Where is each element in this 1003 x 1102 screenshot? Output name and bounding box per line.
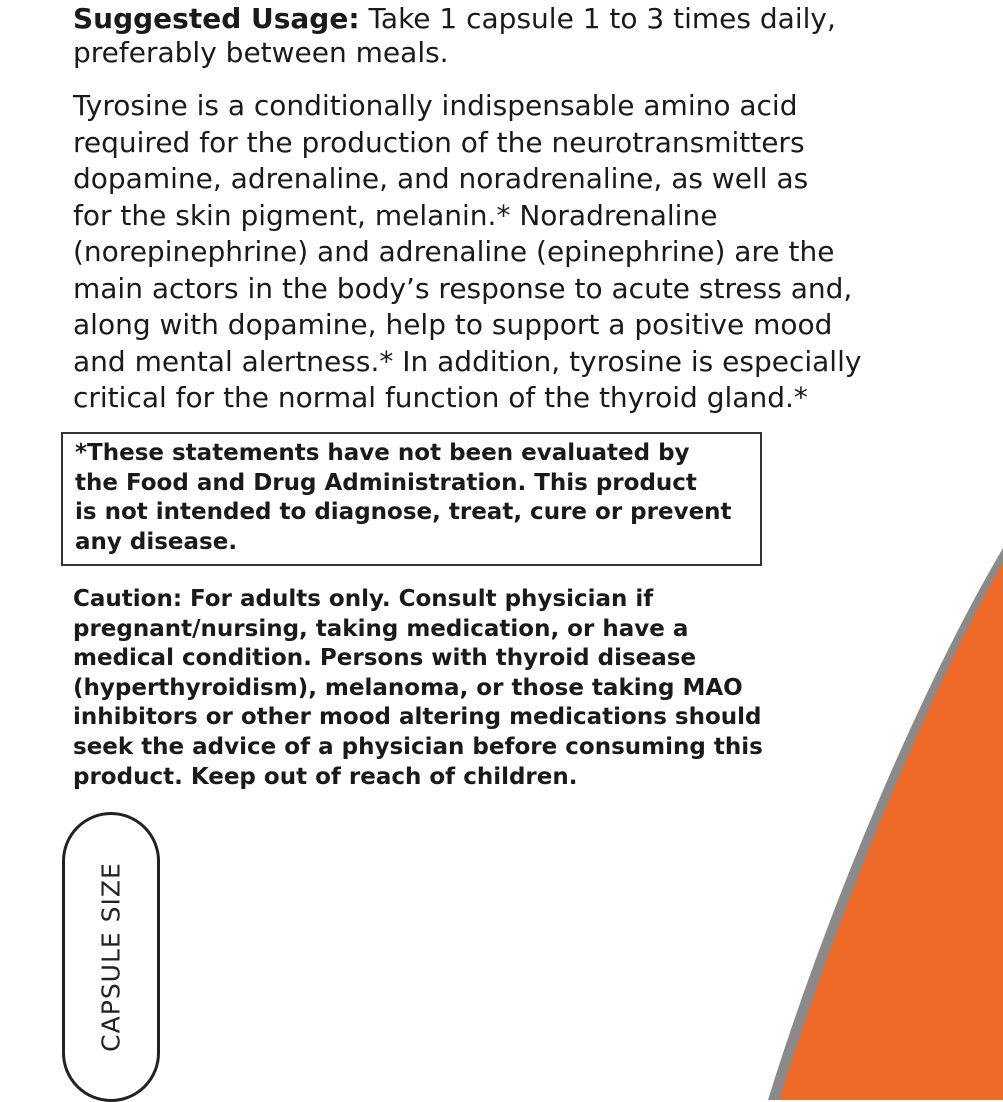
caution-warning: Caution: For adults only. Consult physician if pregnant/nursing, taking medication, or have a medical condition. Persons with thyroid disease (hyperthyroidism), melanoma, or those taking MAO inhibitors or other mood altering medications should seek the advice of a physician before consuming this product. Keep out of reach of children. [73,586,763,790]
suggested-usage-text: Take 1 capsule 1 to 3 times daily, preferably between meals. [73,2,836,69]
product-description: Tyrosine is a conditionally indispensable amino acid required for the production of the neurotransmitters dopamine, adrenaline, and noradrenaline, as well as for the skin pigment, melanin.* Noradrenaline (norepinephrine) and adrenaline (epinephrine) are the main actors in the body’s response to acute stress and, along with dopamine, help to support a positive mood and mental alertness.* In addition, tyrosine is especially critical for the normal function of the thyroid gland.* [73,89,862,414]
suggested-usage-heading: Suggested Usage: [73,2,360,35]
swoosh-fill [779,562,1003,1100]
fda-disclaimer-box: *These statements have not been evaluated by the Food and Drug Administration. This product is not intended to diagnose, treat, cure or prevent any disease. [61,432,762,566]
capsule-size-label: CAPSULE SIZE [96,862,126,1052]
